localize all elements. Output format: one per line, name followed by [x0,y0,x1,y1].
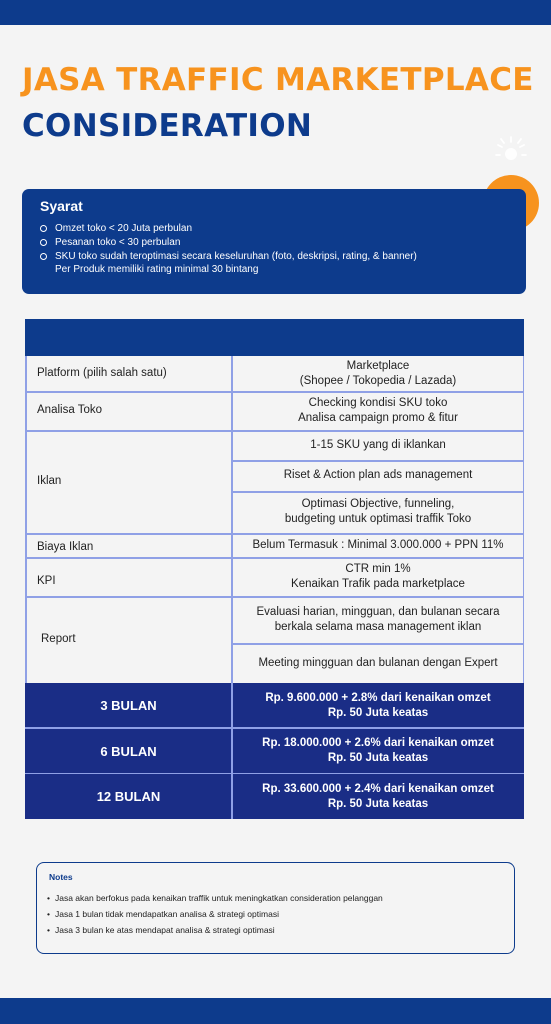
syarat-item-text: Omzet toko < 20 Juta perbulan [55,223,193,234]
page-title-line2: CONSIDERATION [22,108,313,144]
iklan-value-2: Riset & Action plan ads management [283,469,473,481]
row-divider [232,460,524,462]
kpi-value-line2: Kenaikan Trafik pada marketplace [291,577,465,590]
price-value [232,774,524,819]
row-divider [232,491,524,493]
table-divider [231,356,233,684]
syarat-item-text: SKU toko sudah teroptimasi secara keseluruhan (foto, deskripsi, rating, & banner) [55,251,417,262]
table-border-left [25,356,27,684]
biaya-label: Biaya Iklan [37,540,94,553]
analisa-value [232,391,524,430]
price-value-line2: Rp. 50 Juta keatas [327,797,429,810]
analisa-label: Analisa Toko [37,404,102,416]
price-label: 6 BULAN [100,743,157,759]
price-value [232,729,524,774]
platform-value [232,356,524,391]
syarat-item-text: Pesanan toko < 30 perbulan [55,237,181,248]
analisa-value-line1: Checking kondisi SKU toko [308,396,448,409]
price-value-line1: Rp. 18.000.000 + 2.6% dari kenaikan omzet [262,737,494,749]
row-divider [25,533,524,535]
price-value-line1: Rp. 33.600.000 + 2.4% dari kenaikan omzet [262,782,494,795]
platform-value-line2: (Shopee / Tokopedia / Lazada) [299,374,457,387]
biaya-value: Belum Termasuk : Minimal 3.000.000 + PPN 11% [252,538,504,551]
bullet-circle-icon [40,253,47,260]
syarat-box [22,189,526,294]
platform-label: Platform (pilih salah satu) [37,367,167,379]
notes-title: Notes [49,872,73,882]
table-header [25,319,524,356]
iklan-value-3 [232,491,524,533]
row-divider [25,391,524,393]
page-title-line1: JASA TRAFFIC MARKETPLACE [22,62,534,98]
row-divider [25,557,524,559]
analisa-value-line2: Analisa campaign promo & fitur [298,411,458,424]
iklan-value-1: 1-15 SKU yang di iklankan [310,438,446,451]
list-item [40,222,417,236]
price-label: 12 BULAN [96,789,161,804]
kpi-value [232,557,524,596]
row-divider [25,596,524,598]
report-label: Report [41,633,76,645]
kpi-value-line1: CTR min 1% [345,562,411,575]
bottom-bar [0,998,551,1024]
syarat-extra-text: Per Produk memiliki rating minimal 30 bintang [55,264,259,275]
price-row-6-bulan [25,729,524,774]
report-value-1 [232,596,524,643]
list-item [40,236,417,250]
iklan-label: Iklan [37,475,62,487]
top-bar [0,0,551,25]
table-border-right [523,356,525,684]
syarat-title: Syarat [40,198,83,214]
bullet-circle-icon [40,225,47,232]
row-divider [232,643,524,645]
sparkle-bulb-icon [494,135,528,169]
list-item: • Jasa 3 bulan ke atas mendapat analisa & strategi optimasi [47,922,383,938]
notes-list [47,890,383,938]
iklan-value-3-line1: Optimasi Objective, funneling, [301,498,455,510]
platform-value-line1: Marketplace [346,359,410,372]
report-value-1-line2: berkala selama masa management iklan [274,620,482,633]
price-row-3-bulan [25,683,524,728]
price-row-12-bulan [25,774,524,819]
list-item: • Jasa akan berfokus pada kenaikan traffik untuk meningkatkan consideration pelanggan [47,890,383,906]
row-divider [25,430,524,432]
kpi-label: KPI [37,574,56,587]
price-value [232,683,524,728]
notes-box [36,862,515,954]
list-item: • Jasa 1 bulan tidak mendapatkan analisa & strategi optimasi [47,906,383,922]
price-value-line2: Rp. 50 Juta keatas [327,752,429,764]
price-value-line1: Rp. 9.600.000 + 2.8% dari kenaikan omzet [265,691,491,704]
bullet-circle-icon [40,239,47,246]
service-table [25,356,524,684]
price-label: 3 BULAN [100,698,157,713]
list-item [40,250,417,264]
report-value-2: Meeting mingguan dan bulanan dengan Expert [258,656,498,669]
syarat-list [40,222,417,264]
report-value-1-line1: Evaluasi harian, mingguan, dan bulanan secara [256,605,500,618]
iklan-value-3-line2: budgeting untuk optimasi traffik Toko [284,513,472,525]
price-value-line2: Rp. 50 Juta keatas [327,706,429,719]
